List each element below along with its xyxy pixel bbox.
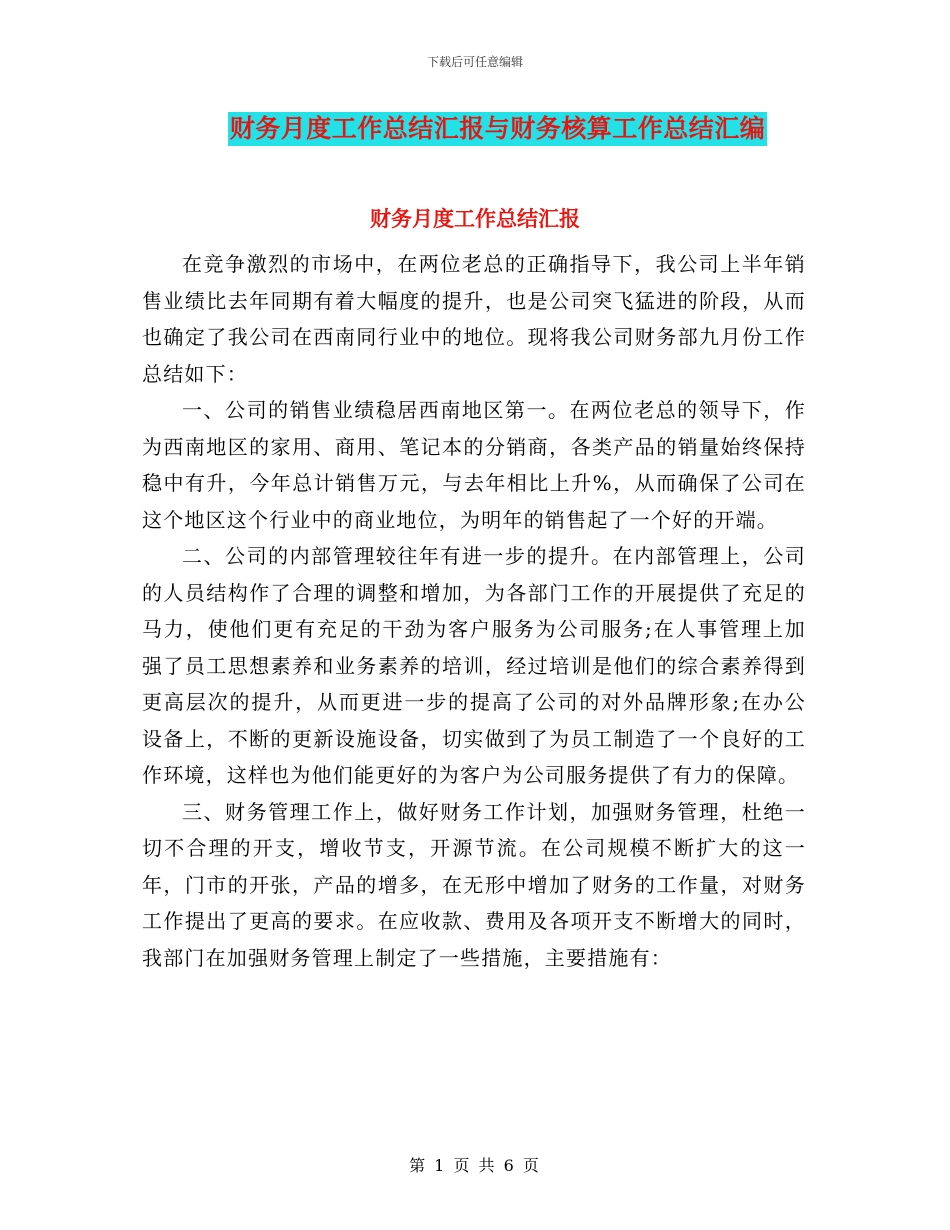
paragraph-management: 二、公司的内部管理较往年有进一步的提升。在内部管理上，公司的人员结构作了合理的调整和增加，为各部门工作的开展提供了充足的马力，使他们更有充足的干劲为客户服务为公司服务;在人事管理上加强了员工思想素养和业务素养的培训，经过培训是他们的综合素养得到更高层次的提升，从而更进一步的提高了公司的对外品牌形象;在办公设备上，不断的更新设施设备，切实做到了为员工制造了一个良好的工作环境，这样也为他们能更好的为客户为公司服务提供了有力的保障。 <box>142 544 806 787</box>
section-title: 财务月度工作总结汇报 <box>370 207 580 231</box>
main-title: 财务月度工作总结汇报与财务核算工作总结汇编 <box>228 112 768 146</box>
main-title-wrap <box>0 112 950 146</box>
paragraph-intro: 在竞争激烈的市场中，在两位老总的正确指导下，我公司上半年销售业绩比去年同期有着大幅度的提升，也是公司突飞猛进的阶段，从而也确定了我公司在西南同行业中的地位。现将我公司财务部九月份工作总结如下： <box>142 252 806 386</box>
paragraph-finance: 三、财务管理工作上，做好财务工作计划，加强财务管理，杜绝一切不合理的开支，增收节支，开源节流。在公司规模不断扩大的这一年，门市的开张，产品的增多，在无形中增加了财务的工作量，对财务工作提出了更高的要求。在应收款、费用及各项开支不断增大的同时，我部门在加强财务管理上制定了一些措施，主要措施有： <box>142 799 806 970</box>
page-footer: 第 1 页 共 6 页 <box>409 1156 541 1175</box>
document-body <box>142 246 806 976</box>
paragraph-sales: 一、公司的销售业绩稳居西南地区第一。在两位老总的领导下，作为西南地区的家用、商用、笔记本的分销商，各类产品的销量始终保持稳中有升，今年总计销售万元，与去年相比上升%，从而确保了公司在这个地区这个行业中的商业地位，为明年的销售起了一个好的开端。 <box>142 398 806 532</box>
header-note: 下载后可任意编辑 <box>426 55 523 69</box>
